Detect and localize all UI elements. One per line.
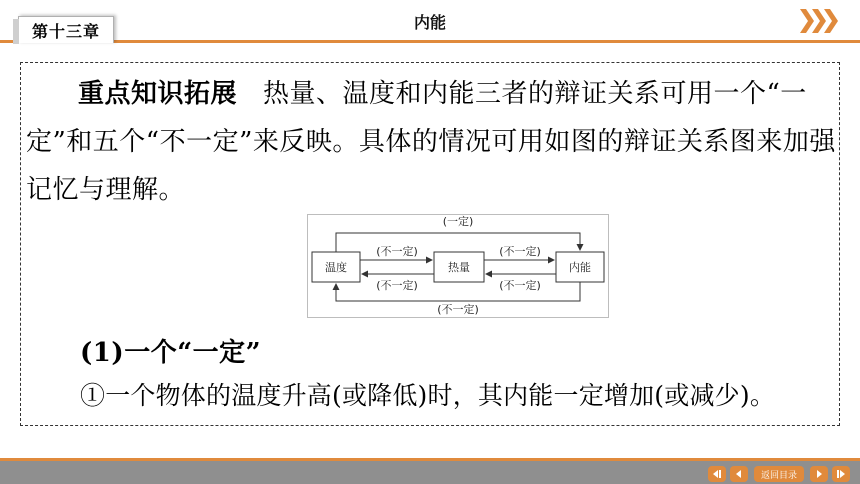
node-heat: 热量	[448, 261, 470, 274]
intro-text: 热量、温度和内能三者的辩证关系可用一个“一定”和五个“不一定”来反映。具体的情况可用如图的辩证关系图来加强记忆与理解。	[26, 79, 836, 205]
next-page-button[interactable]	[810, 466, 828, 482]
section-heading: (1)一个“一定”	[80, 338, 262, 368]
point-one: ①一个物体的温度升高(或降低)时，其内能一定增加(或减少)。	[80, 381, 776, 410]
first-page-button[interactable]	[708, 466, 726, 482]
label-heat-to-temp: (不一定)	[376, 279, 418, 292]
return-toc-label: 返回目录	[760, 470, 797, 481]
emphasis-label: 重点知识拓展	[78, 79, 238, 109]
page-title: 内能	[413, 13, 446, 32]
node-internal-energy: 内能	[569, 261, 591, 274]
chapter-label: 第十三章	[31, 21, 100, 41]
chevron-right-icon	[814, 469, 824, 479]
label-energy-to-heat: (不一定)	[499, 279, 541, 292]
label-bottom: (不一定)	[437, 303, 479, 316]
arrow-top-loop	[336, 233, 580, 252]
return-toc-button[interactable]	[754, 466, 804, 482]
chevron-left-icon	[734, 469, 744, 479]
last-page-button[interactable]	[832, 466, 850, 482]
intro-paragraph	[26, 70, 838, 214]
arrow-bottom-loop	[336, 282, 580, 301]
node-temperature: 温度	[325, 261, 347, 274]
relationship-diagram	[307, 214, 609, 318]
label-heat-to-energy: (不一定)	[499, 245, 541, 258]
prev-page-button[interactable]	[730, 466, 748, 482]
header-accent-line	[0, 40, 860, 43]
skip-forward-icon	[836, 469, 846, 479]
chevron-right-icon	[824, 9, 838, 33]
label-top: (一定)	[442, 215, 474, 228]
footer-accent-line	[0, 458, 860, 461]
skip-back-icon	[712, 469, 722, 479]
label-temp-to-heat: (不一定)	[376, 245, 418, 258]
